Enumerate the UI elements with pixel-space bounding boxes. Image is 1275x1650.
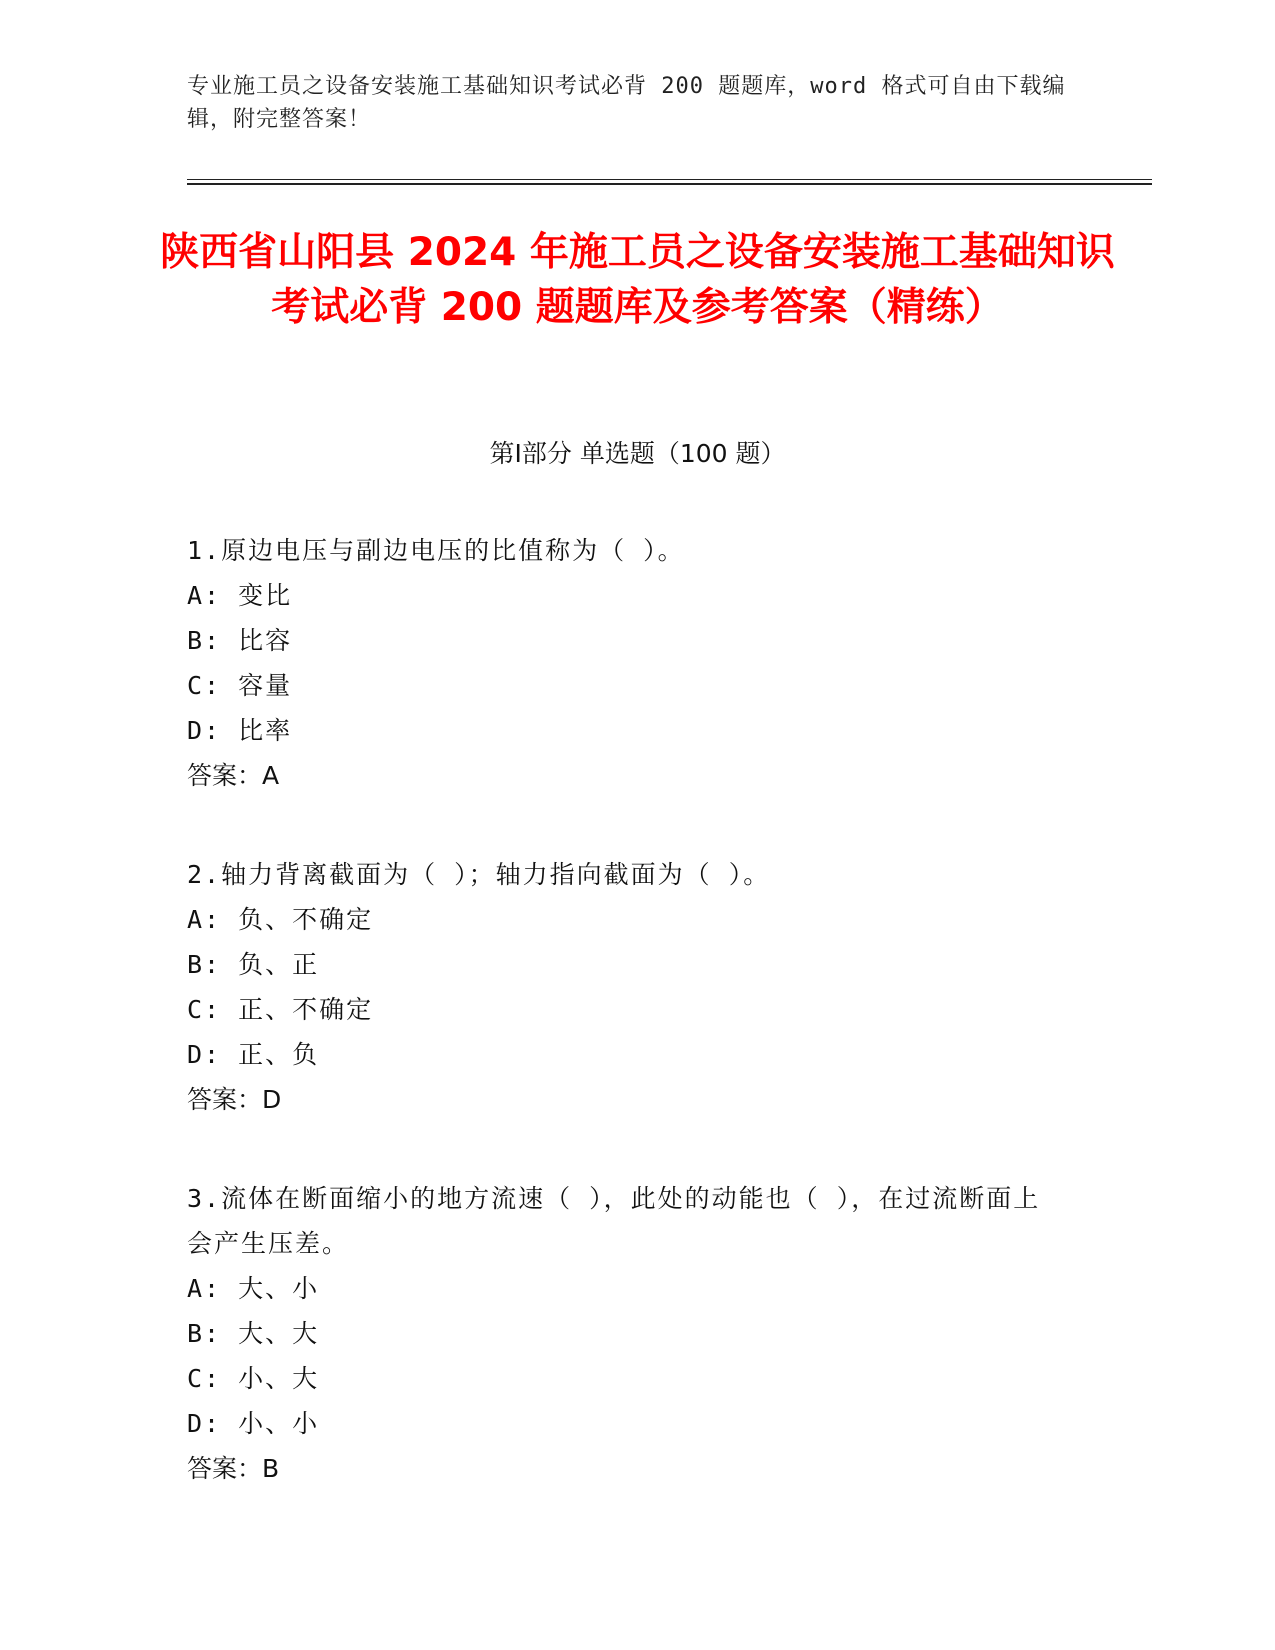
option-c: C: 正、不确定: [187, 995, 374, 1024]
header-divider-thick: [187, 183, 1152, 185]
option-a: A: 变比: [187, 581, 293, 610]
option-d: D: 正、负: [187, 1040, 320, 1069]
question-item: [187, 852, 1067, 1122]
option-c: C: 小、大: [187, 1364, 320, 1393]
option-d: D: 比率: [187, 716, 293, 745]
question-item: [187, 528, 1067, 798]
question-stem: 1.原边电压与副边电压的比值称为（ ）。: [187, 536, 685, 565]
header-divider-thin: [187, 179, 1152, 180]
option-a: A: 大、小: [187, 1274, 320, 1303]
answer: 答案：D: [187, 1085, 282, 1114]
question-item: [187, 1176, 1067, 1491]
option-c: C: 容量: [187, 671, 293, 700]
question-stem: 3.流体在断面缩小的地方流速（ ），此处的动能也（ ），在过流断面上会产生压差。: [187, 1184, 1041, 1258]
option-a: A: 负、不确定: [187, 905, 374, 934]
document-title: 陕西省山阳县 2024 年施工员之设备安装施工基础知识考试必背 200 题题库及参考答案（精练）: [160, 230, 1115, 330]
section-title: 第Ⅰ部分 单选题（100 题）: [489, 439, 786, 468]
option-b: B: 负、正: [187, 950, 320, 979]
question-list: [187, 528, 1067, 1545]
answer: 答案：A: [187, 761, 280, 790]
question-stem: 2.轴力背离截面为（ ）；轴力指向截面为（ ）。: [187, 860, 771, 889]
header-note: 专业施工员之设备安装施工基础知识考试必背 200 题题库，word 格式可自由下载编辑，附完整答案！: [187, 74, 1066, 132]
option-b: B: 比容: [187, 626, 293, 655]
answer: 答案：B: [187, 1454, 280, 1483]
option-d: D: 小、小: [187, 1409, 320, 1438]
option-b: B: 大、大: [187, 1319, 320, 1348]
